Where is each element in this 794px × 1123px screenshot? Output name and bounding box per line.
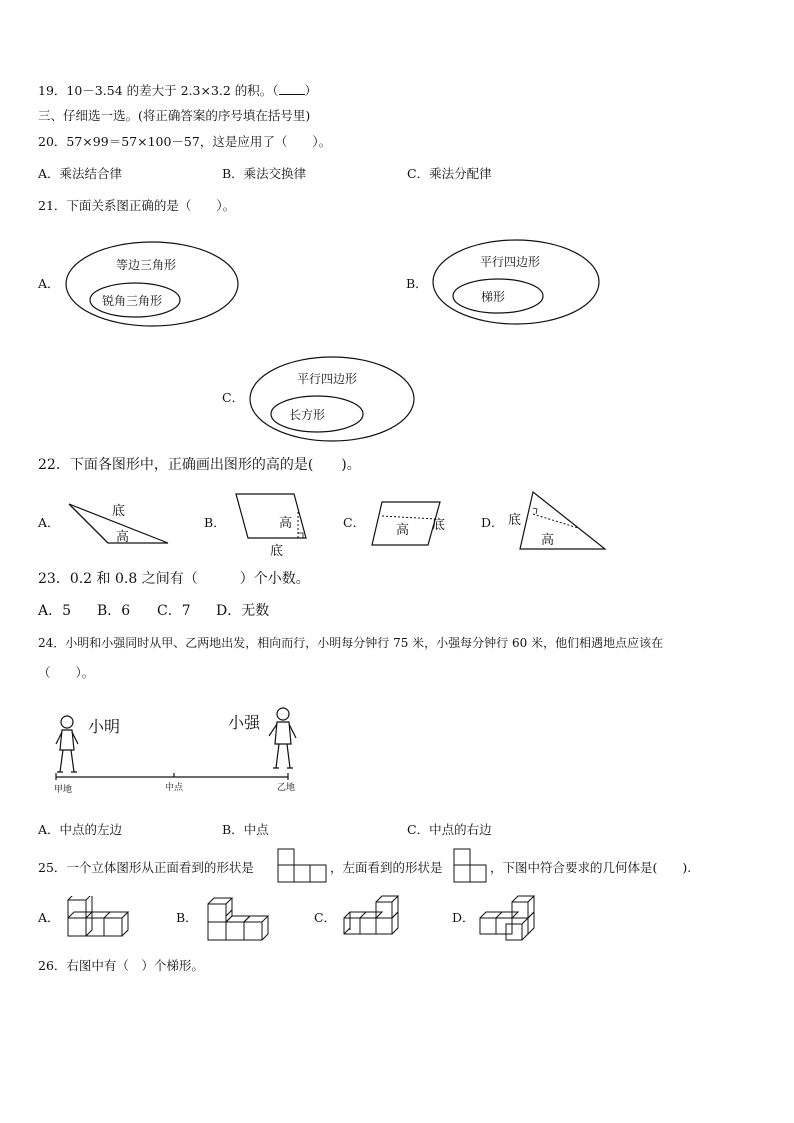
- q24-option-a[interactable]: A．中点的左边: [38, 822, 123, 837]
- q25-front-view: [277, 848, 329, 884]
- q22-d-base-label: 底: [508, 513, 522, 528]
- q21-b-inner-label: 梯形: [481, 290, 506, 304]
- q22-option-d-label[interactable]: D．: [481, 515, 504, 530]
- q25-left-view: [453, 848, 489, 884]
- q21-option-a-label[interactable]: A．: [38, 276, 60, 291]
- q19-stem: 19．10－3.54 的差大于 2.3×3.2 的积。（: [38, 83, 279, 98]
- q24-stem-line2: （ ）。: [38, 665, 95, 680]
- q25-option-a-label[interactable]: A．: [38, 910, 60, 925]
- person-xiaoming-icon: [56, 716, 78, 772]
- q21-option-c-label[interactable]: C．: [222, 390, 245, 405]
- section3-title: 三、仔细选一选。(将正确答案的序号填在括号里): [38, 108, 311, 123]
- q25-solid-a: [66, 896, 136, 940]
- q24-point-left: 甲地: [54, 785, 73, 795]
- q23-option-d[interactable]: D．无数: [216, 603, 270, 619]
- q21-b-outer-label: 平行四边形: [480, 255, 541, 269]
- q23-option-a[interactable]: A．5: [38, 603, 72, 619]
- q22-c-base-label: 底: [432, 518, 446, 533]
- q21-diagram-c: [245, 352, 425, 452]
- q19-text: [38, 82, 317, 99]
- q20-option-b[interactable]: B．乘法交换律: [222, 166, 307, 181]
- q25-solid-d: [478, 894, 542, 944]
- q21-diagram-a: [60, 238, 245, 338]
- q22-figure-b: [232, 490, 312, 560]
- q25-option-c-label[interactable]: C．: [314, 910, 337, 925]
- q22-option-a-label[interactable]: A．: [38, 515, 60, 530]
- q25-stem-c: ，下图中符合要求的几何体是( ).: [490, 860, 692, 875]
- q22-figure-d: [505, 490, 609, 552]
- q22-d-height-label: 高: [541, 533, 555, 548]
- q24-person-right-label: 小强: [228, 713, 261, 732]
- q23-option-c[interactable]: C．7: [157, 603, 191, 619]
- q25-option-d-label[interactable]: D．: [452, 910, 475, 925]
- q21-c-inner-label: 长方形: [289, 408, 326, 422]
- q25-solid-b: [204, 896, 270, 944]
- q25-option-b-label[interactable]: B．: [176, 910, 198, 925]
- q21-option-b-label[interactable]: B．: [406, 276, 428, 291]
- q23-stem: 23．0.2 和 0.8 之间有（ ）个小数。: [38, 571, 310, 587]
- q26-stem: 26．右图中有（ ）个梯形。: [38, 958, 204, 973]
- q22-figure-c: [370, 498, 460, 550]
- q24-option-c[interactable]: C．中点的右边: [407, 822, 492, 837]
- q19-answer-blank[interactable]: [279, 82, 305, 95]
- q19-close: ）: [304, 83, 318, 98]
- q21-c-outer-label: 平行四边形: [297, 372, 358, 386]
- q22-option-b-label[interactable]: B．: [204, 515, 226, 530]
- q25-stem-b: ，左面看到的形状是: [330, 860, 443, 875]
- q22-stem: 22．下面各图形中，正确画出图形的高的是( )。: [38, 457, 361, 473]
- q25-solid-c: [342, 894, 404, 942]
- q21-diagram-b: [428, 234, 608, 334]
- q22-c-height-label: 高: [396, 523, 410, 538]
- q24-option-b[interactable]: B．中点: [222, 822, 269, 837]
- q21-a-outer-label: 等边三角形: [116, 258, 177, 272]
- q22-b-height-label: 高: [279, 516, 293, 531]
- q24-person-left-label: 小明: [88, 717, 121, 736]
- q22-b-base-label: 底: [270, 544, 284, 559]
- q24-stem-line1: 24．小明和小强同时从甲、乙两地出发，相向而行，小明每分钟行 75 米，小强每分钟行 60 米，他们相遇地点应该在: [38, 636, 664, 650]
- q22-option-c-label[interactable]: C．: [343, 515, 366, 530]
- q24-meeting-illustration: [48, 700, 308, 800]
- q25-stem-a: 25．一个立体图形从正面看到的形状是: [38, 860, 254, 875]
- person-xiaoqiang-icon: [269, 708, 296, 768]
- q22-a-height-label: 高: [116, 530, 130, 545]
- q20-option-c[interactable]: C．乘法分配律: [407, 166, 492, 181]
- q22-a-base-label: 底: [112, 504, 126, 519]
- q24-point-mid: 中点: [165, 783, 184, 793]
- q20-option-a[interactable]: A．乘法结合律: [38, 166, 123, 181]
- q22-figure-a: [66, 496, 176, 550]
- q21-a-inner-label: 锐角三角形: [102, 294, 163, 308]
- q23-option-b[interactable]: B．6: [97, 603, 131, 619]
- q24-point-right: 乙地: [277, 783, 296, 793]
- q21-stem: 21．下面关系图正确的是（ ）。: [38, 198, 236, 213]
- q20-stem: 20．57×99＝57×100－57，这是应用了（ ）。: [38, 134, 332, 149]
